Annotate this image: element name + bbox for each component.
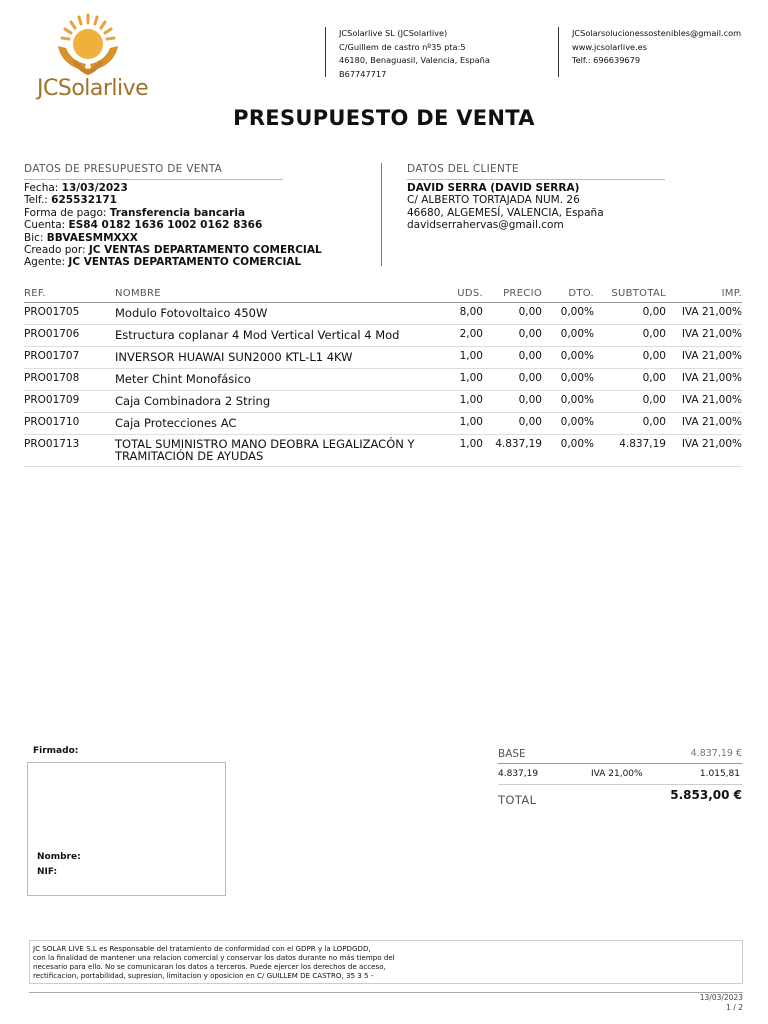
quote-details — [24, 182, 322, 269]
legal-line: rectificacion, portabilidad, supresion, limitacion y oposicion en C/ GUILLEM DE CASTRO, 35 3 5 - — [33, 971, 374, 980]
company-email: JCSolarsolucionessostenibles@gmail.com — [572, 28, 742, 38]
table-row — [24, 391, 742, 413]
client-section-heading: DATOS DEL CLIENTE — [407, 163, 519, 175]
signature-name-label: Nombre: — [37, 852, 81, 862]
quote-phone: 625532171 — [51, 194, 117, 207]
cell-imp: IVA 21,00% — [666, 435, 742, 467]
cell-uds: 2,00 — [445, 325, 483, 347]
cell-name: Meter Chint Monofásico — [115, 369, 445, 391]
cell-imp: IVA 21,00% — [666, 413, 742, 435]
label: Fecha: — [24, 182, 59, 194]
col-name: NOMBRE — [115, 287, 445, 303]
label: Forma de pago: — [24, 206, 107, 219]
header-divider — [325, 27, 326, 77]
cell-dto: 0,00% — [542, 303, 594, 325]
base-label: BASE — [498, 748, 526, 760]
cell-precio: 0,00 — [483, 413, 542, 435]
table-row — [24, 369, 742, 391]
cell-uds: 1,00 — [445, 391, 483, 413]
label: Cuenta: — [24, 219, 66, 232]
cell-subtotal: 0,00 — [594, 391, 666, 413]
cell-name: TOTAL SUMINISTRO MANO DEOBRA LEGALIZACÓN Y TRAMITACIÓN DE AYUDAS — [115, 435, 445, 467]
col-dto: DTO. — [542, 287, 594, 303]
client-email: davidserrahervas@gmail.com — [407, 219, 564, 232]
legal-notice — [29, 940, 743, 984]
cell-dto: 0,00% — [542, 413, 594, 435]
cell-ref: PRO01709 — [24, 391, 115, 413]
cell-imp: IVA 21,00% — [666, 325, 742, 347]
total-row — [498, 789, 742, 808]
col-ref: REF. — [24, 287, 115, 303]
label: Bic: — [24, 231, 44, 244]
divider — [498, 763, 742, 764]
company-cif: B67747717 — [339, 68, 387, 79]
tax-base: 4.837,19 — [498, 769, 539, 779]
page-footer — [700, 993, 743, 1013]
cell-ref: PRO01708 — [24, 369, 115, 391]
cell-precio: 4.837,19 — [483, 435, 542, 467]
cell-dto: 0,00% — [542, 369, 594, 391]
company-phone: Telf.: 696639679 — [572, 55, 641, 66]
client-city: 46680, ALGEMESÍ, VALENCIA, España — [407, 206, 604, 219]
cell-subtotal: 0,00 — [594, 369, 666, 391]
cell-dto: 0,00% — [542, 347, 594, 369]
cell-name: INVERSOR HUAWAI SUN2000 KTL-L1 4KW — [115, 347, 445, 369]
cell-uds: 8,00 — [445, 303, 483, 325]
label: Telf.: — [24, 194, 48, 207]
client-name: DAVID SERRA (DAVID SERRA) — [407, 182, 580, 194]
company-details — [339, 27, 490, 81]
label: Creado por: — [24, 244, 86, 257]
col-precio: PRECIO — [483, 287, 542, 303]
bic-code: BBVAESMMXXX — [46, 231, 138, 244]
cell-precio: 0,00 — [483, 303, 542, 325]
footer-date: 13/03/2023 — [699, 993, 743, 1002]
cell-uds: 1,00 — [445, 435, 483, 467]
table-row — [24, 347, 742, 369]
cell-subtotal: 0,00 — [594, 413, 666, 435]
cell-ref: PRO01706 — [24, 325, 115, 347]
label: Agente: — [24, 256, 66, 269]
brand-name: JCSolarlive — [37, 76, 149, 101]
cell-dto: 0,00% — [542, 325, 594, 347]
agent: JC VENTAS DEPARTAMENTO COMERCIAL — [68, 256, 302, 269]
cell-name: Estructura coplanar 4 Mod Vertical Vertical 4 Mod — [115, 325, 445, 347]
legal-line: necesario para ello. No se comunicaran los datos a terceros. Puede ejercer los derechos de acceso, — [33, 962, 386, 971]
cell-subtotal: 0,00 — [594, 347, 666, 369]
signature-nif-label: NIF: — [37, 867, 58, 877]
tax-row — [498, 769, 742, 779]
legal-line: con la finalidad de mantener una relacion comercial y conservar los datos durante no más tiempo del — [33, 953, 395, 962]
cell-name: Caja Protecciones AC — [115, 413, 445, 435]
cell-uds: 1,00 — [445, 369, 483, 391]
cell-name: Caja Combinadora 2 String — [115, 391, 445, 413]
cell-precio: 0,00 — [483, 347, 542, 369]
cell-subtotal: 0,00 — [594, 325, 666, 347]
document-title: PRESUPUESTO DE VENTA — [233, 106, 535, 130]
cell-precio: 0,00 — [483, 369, 542, 391]
table-row — [24, 303, 742, 325]
total-label: TOTAL — [498, 793, 537, 807]
table-header-row — [24, 287, 742, 303]
cell-imp: IVA 21,00% — [666, 303, 742, 325]
cell-imp: IVA 21,00% — [666, 347, 742, 369]
created-by: JC VENTAS DEPARTAMENTO COMERCIAL — [88, 244, 322, 257]
cell-name: Modulo Fotovoltaico 450W — [115, 303, 445, 325]
divider — [407, 179, 665, 180]
client-details — [407, 182, 604, 232]
signature-box[interactable] — [27, 762, 226, 896]
divider — [498, 784, 742, 785]
company-contact — [572, 27, 741, 68]
table-row — [24, 325, 742, 347]
section-divider — [381, 163, 382, 266]
col-imp: IMP. — [666, 287, 742, 303]
divider — [29, 992, 743, 993]
cell-uds: 1,00 — [445, 413, 483, 435]
divider — [24, 179, 283, 180]
client-address: C/ ALBERTO TORTAJADA NUM. 26 — [407, 194, 580, 207]
base-value: 4.837,19 € — [690, 748, 742, 759]
signature-label: Firmado: — [33, 746, 79, 756]
quote-date: 13/03/2023 — [61, 182, 128, 194]
cell-imp: IVA 21,00% — [666, 369, 742, 391]
table-row — [24, 413, 742, 435]
legal-line: JC SOLAR LIVE S.L es Responsable del tratamiento de conformidad con el GDPR y la LOPDGDD, — [33, 944, 371, 953]
cell-subtotal: 4.837,19 — [594, 435, 666, 467]
tax-name: IVA 21,00% — [591, 769, 643, 779]
cell-ref: PRO01710 — [24, 413, 115, 435]
quote-section-heading: DATOS DE PRESUPUESTO DE VENTA — [24, 163, 223, 175]
header-divider — [558, 27, 559, 77]
cell-uds: 1,00 — [445, 347, 483, 369]
company-web: www.jcsolarlive.es — [572, 41, 647, 52]
cell-dto: 0,00% — [542, 435, 594, 467]
bank-account: ES84 0182 1636 1002 0162 8366 — [68, 219, 263, 232]
table-row — [24, 435, 742, 467]
cell-dto: 0,00% — [542, 391, 594, 413]
cell-ref: PRO01713 — [24, 435, 115, 467]
cell-ref: PRO01707 — [24, 347, 115, 369]
payment-method: Transferencia bancaria — [109, 206, 246, 219]
cell-precio: 0,00 — [483, 325, 542, 347]
total-value: 5.853,00 € — [670, 788, 742, 802]
tax-amount: 1.015,81 — [699, 769, 740, 779]
col-subtotal: SUBTOTAL — [594, 287, 666, 303]
cell-subtotal: 0,00 — [594, 303, 666, 325]
col-uds: UDS. — [445, 287, 483, 303]
cell-ref: PRO01705 — [24, 303, 115, 325]
cell-imp: IVA 21,00% — [666, 391, 742, 413]
page-number: 1 / 2 — [726, 1003, 743, 1012]
sun-hands-icon — [36, 12, 186, 82]
company-name: JCSolarlive SL (JCSolarlive) — [339, 28, 448, 38]
items-table — [24, 287, 742, 467]
base-row — [498, 748, 742, 760]
company-address: C/Guillem de castro nº35 pta:5 — [339, 41, 466, 52]
company-city: 46180, Benaguasil, Valencia, España — [339, 55, 490, 66]
cell-precio: 0,00 — [483, 391, 542, 413]
